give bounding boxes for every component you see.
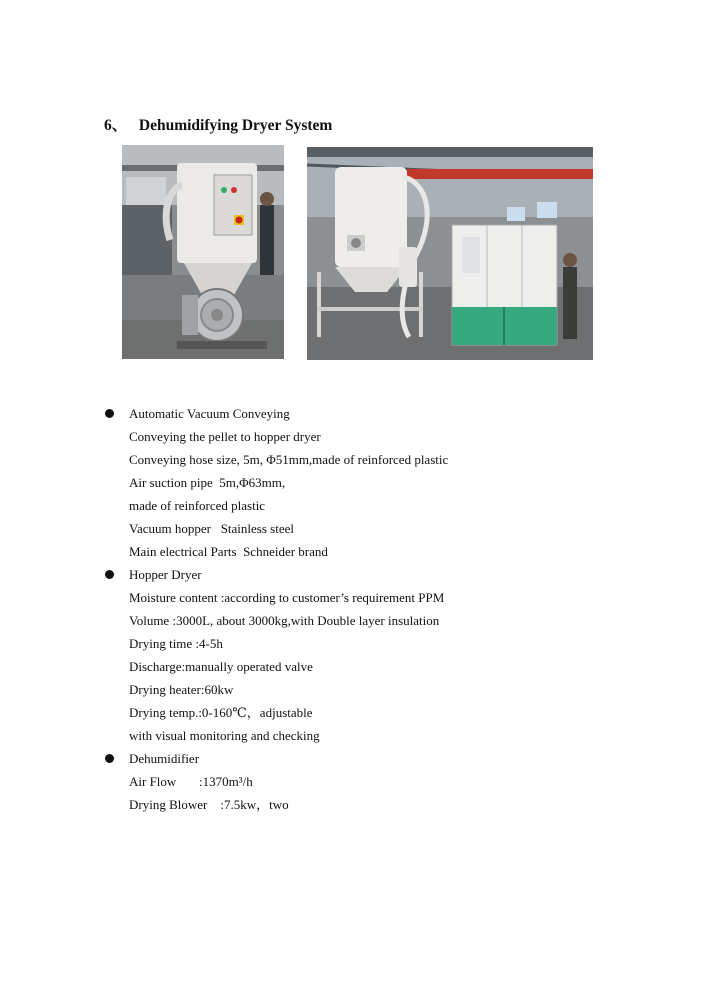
spec-group-dehumidifier (0, 747, 706, 816)
hopper-dryer-photo (307, 147, 593, 360)
spec-line: Volume :3000L, about 3000kg,with Double layer insulation (129, 613, 440, 628)
spec-line: made of reinforced plastic (129, 498, 266, 513)
spec-title-text: Hopper Dryer (129, 567, 202, 582)
spec-title-text: Dehumidifier (129, 751, 200, 766)
bullet-icon (105, 570, 114, 579)
spec-group-title (0, 747, 706, 770)
spec-list (0, 402, 706, 816)
spec-line: Main electrical Parts Schneider brand (129, 544, 328, 559)
spec-line: Air Flow :1370m³/h (129, 774, 253, 789)
spec-line: Conveying the pellet to hopper dryer (129, 429, 321, 444)
spec-group-title (0, 563, 706, 586)
spec-line: Moisture content :according to customer’s requirement PPM (129, 590, 445, 605)
spec-line: Conveying hose size, 5m, Φ51mm,made of reinforced plastic (129, 452, 449, 467)
spec-title-text: Automatic Vacuum Conveying (129, 406, 290, 421)
spec-line: Drying heater:60kw (129, 682, 234, 697)
section-title: Dehumidifying Dryer System (138, 117, 333, 134)
spec-group-vacuum-conveying (0, 402, 706, 563)
spec-group-title (0, 402, 706, 425)
bullet-icon (105, 754, 114, 763)
bullet-icon (105, 409, 114, 418)
section-heading (104, 113, 332, 135)
spec-line: Drying Blower :7.5kw，two (129, 797, 289, 812)
spec-line: Drying temp.:0-160℃，adjustable (129, 705, 313, 720)
vacuum-conveyor-photo (122, 145, 284, 359)
spec-line: Drying time :4-5h (129, 636, 223, 651)
spec-group-hopper-dryer (0, 563, 706, 747)
section-number: 6、 (104, 117, 128, 134)
spec-line: Air suction pipe 5m,Φ63mm, (129, 475, 286, 490)
spec-line: Vacuum hopper Stainless steel (129, 521, 294, 536)
spec-line: Discharge:manually operated valve (129, 659, 313, 674)
spec-line: with visual monitoring and checking (129, 728, 320, 743)
